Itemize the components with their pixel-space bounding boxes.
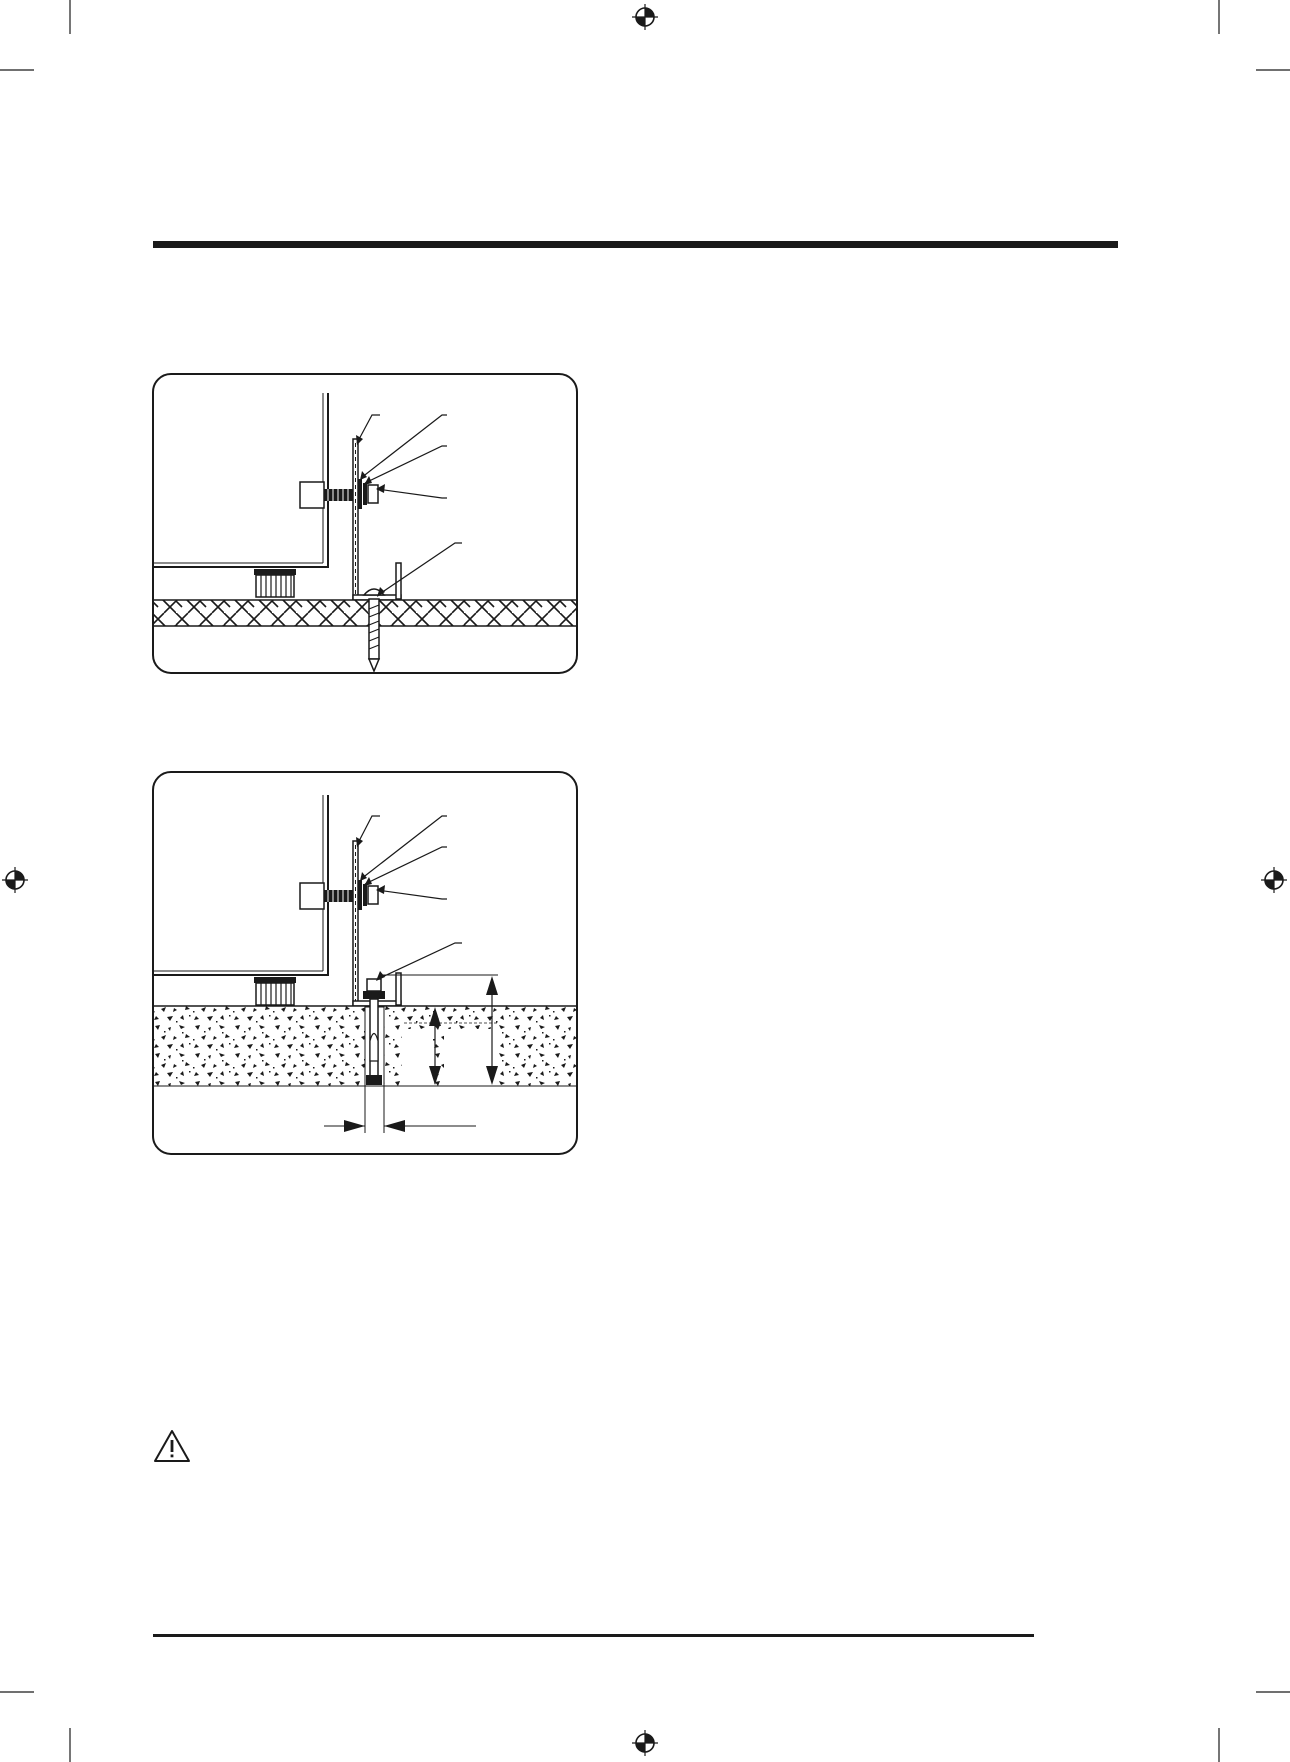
footer-rule <box>153 1634 1034 1637</box>
wood-floor-installation-diagram <box>152 373 578 674</box>
header-rule <box>153 241 1118 248</box>
registration-crosshair-icon <box>632 4 658 30</box>
concrete-floor-installation-diagram <box>152 771 578 1155</box>
registration-crosshair-icon <box>632 1730 658 1756</box>
registration-crosshair-icon <box>1261 867 1287 893</box>
registration-crosshair-icon <box>2 867 28 893</box>
warning-triangle-icon <box>152 1428 192 1464</box>
